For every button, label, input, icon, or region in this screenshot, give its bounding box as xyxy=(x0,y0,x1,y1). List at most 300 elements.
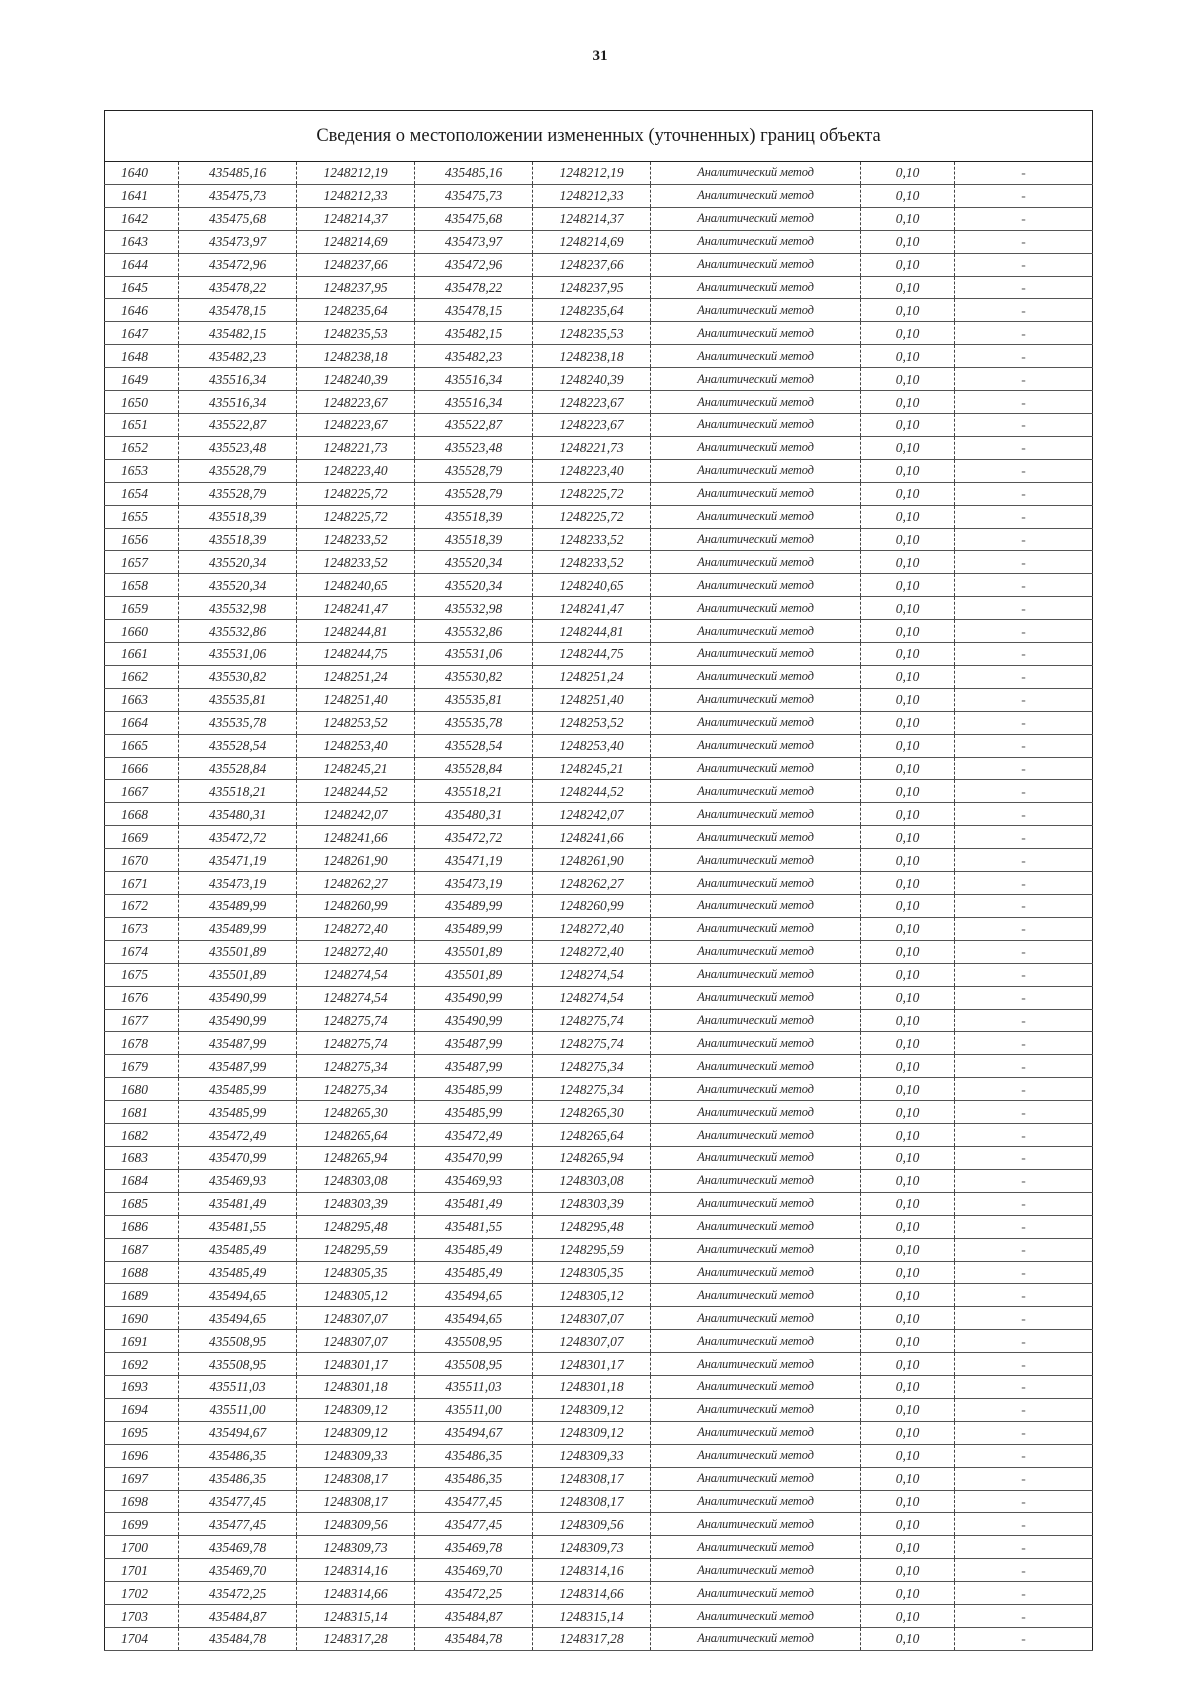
method-cell: Аналитический метод xyxy=(651,162,861,185)
method-cell: Аналитический метод xyxy=(651,963,861,986)
method-cell: Аналитический метод xyxy=(651,1078,861,1101)
method-cell: Аналитический метод xyxy=(651,1582,861,1605)
description-cell: - xyxy=(955,895,1093,918)
table-row xyxy=(105,1353,1093,1376)
description-cell: - xyxy=(955,1353,1093,1376)
description-cell: - xyxy=(955,643,1093,666)
table-row xyxy=(105,688,1093,711)
x-new-cell: 435516,34 xyxy=(415,368,533,391)
x-new-cell: 435532,86 xyxy=(415,620,533,643)
x-old-cell: 435482,15 xyxy=(179,322,297,345)
x-new-cell: 435501,89 xyxy=(415,940,533,963)
method-cell: Аналитический метод xyxy=(651,1238,861,1261)
x-old-cell: 435518,39 xyxy=(179,528,297,551)
description-cell: - xyxy=(955,1467,1093,1490)
table-row xyxy=(105,574,1093,597)
method-cell: Аналитический метод xyxy=(651,207,861,230)
y-old-cell: 1248245,21 xyxy=(297,757,415,780)
x-new-cell: 435472,25 xyxy=(415,1582,533,1605)
description-cell: - xyxy=(955,551,1093,574)
description-cell: - xyxy=(955,459,1093,482)
x-old-cell: 435485,99 xyxy=(179,1078,297,1101)
point-number-cell: 1640 xyxy=(105,162,179,185)
y-new-cell: 1248241,66 xyxy=(533,826,651,849)
table-row xyxy=(105,895,1093,918)
point-number-cell: 1672 xyxy=(105,895,179,918)
x-new-cell: 435478,22 xyxy=(415,276,533,299)
method-cell: Аналитический метод xyxy=(651,826,861,849)
y-old-cell: 1248272,40 xyxy=(297,940,415,963)
x-new-cell: 435531,06 xyxy=(415,643,533,666)
method-cell: Аналитический метод xyxy=(651,757,861,780)
x-new-cell: 435481,55 xyxy=(415,1215,533,1238)
point-number-cell: 1685 xyxy=(105,1192,179,1215)
description-cell: - xyxy=(955,849,1093,872)
table-row xyxy=(105,1513,1093,1536)
x-old-cell: 435528,79 xyxy=(179,482,297,505)
accuracy-cell: 0,10 xyxy=(861,1353,955,1376)
point-number-cell: 1655 xyxy=(105,505,179,528)
x-new-cell: 435485,16 xyxy=(415,162,533,185)
method-cell: Аналитический метод xyxy=(651,184,861,207)
x-new-cell: 435485,99 xyxy=(415,1078,533,1101)
point-number-cell: 1652 xyxy=(105,436,179,459)
accuracy-cell: 0,10 xyxy=(861,1559,955,1582)
table-row xyxy=(105,1376,1093,1399)
point-number-cell: 1641 xyxy=(105,184,179,207)
x-old-cell: 435485,99 xyxy=(179,1101,297,1124)
description-cell: - xyxy=(955,1284,1093,1307)
y-old-cell: 1248241,47 xyxy=(297,597,415,620)
method-cell: Аналитический метод xyxy=(651,803,861,826)
point-number-cell: 1676 xyxy=(105,986,179,1009)
point-number-cell: 1666 xyxy=(105,757,179,780)
table-row xyxy=(105,986,1093,1009)
x-old-cell: 435470,99 xyxy=(179,1146,297,1169)
description-cell: - xyxy=(955,1444,1093,1467)
x-old-cell: 435511,03 xyxy=(179,1376,297,1399)
table-row xyxy=(105,1055,1093,1078)
x-old-cell: 435477,45 xyxy=(179,1490,297,1513)
y-old-cell: 1248309,12 xyxy=(297,1398,415,1421)
table-row xyxy=(105,1490,1093,1513)
x-old-cell: 435484,87 xyxy=(179,1605,297,1628)
x-old-cell: 435535,81 xyxy=(179,688,297,711)
y-old-cell: 1248223,67 xyxy=(297,391,415,414)
method-cell: Аналитический метод xyxy=(651,780,861,803)
table-row xyxy=(105,1032,1093,1055)
table-title: Сведения о местоположении измененных (уточненных) границ объекта xyxy=(105,111,1093,162)
accuracy-cell: 0,10 xyxy=(861,1124,955,1147)
x-old-cell: 435472,72 xyxy=(179,826,297,849)
accuracy-cell: 0,10 xyxy=(861,1536,955,1559)
y-new-cell: 1248240,39 xyxy=(533,368,651,391)
point-number-cell: 1654 xyxy=(105,482,179,505)
x-new-cell: 435484,87 xyxy=(415,1605,533,1628)
point-number-cell: 1693 xyxy=(105,1376,179,1399)
method-cell: Аналитический метод xyxy=(651,734,861,757)
method-cell: Аналитический метод xyxy=(651,345,861,368)
method-cell: Аналитический метод xyxy=(651,1353,861,1376)
point-number-cell: 1665 xyxy=(105,734,179,757)
method-cell: Аналитический метод xyxy=(651,986,861,1009)
accuracy-cell: 0,10 xyxy=(861,1238,955,1261)
x-new-cell: 435473,19 xyxy=(415,872,533,895)
point-number-cell: 1692 xyxy=(105,1353,179,1376)
description-cell: - xyxy=(955,1032,1093,1055)
description-cell: - xyxy=(955,528,1093,551)
description-cell: - xyxy=(955,482,1093,505)
x-old-cell: 435478,15 xyxy=(179,299,297,322)
y-new-cell: 1248274,54 xyxy=(533,986,651,1009)
point-number-cell: 1686 xyxy=(105,1215,179,1238)
table-row xyxy=(105,459,1093,482)
accuracy-cell: 0,10 xyxy=(861,322,955,345)
description-cell: - xyxy=(955,872,1093,895)
accuracy-cell: 0,10 xyxy=(861,917,955,940)
accuracy-cell: 0,10 xyxy=(861,230,955,253)
description-cell: - xyxy=(955,574,1093,597)
x-old-cell: 435523,48 xyxy=(179,436,297,459)
accuracy-cell: 0,10 xyxy=(861,711,955,734)
method-cell: Аналитический метод xyxy=(651,1009,861,1032)
y-old-cell: 1248305,35 xyxy=(297,1261,415,1284)
description-cell: - xyxy=(955,620,1093,643)
table-row xyxy=(105,1215,1093,1238)
method-cell: Аналитический метод xyxy=(651,1628,861,1651)
y-old-cell: 1248301,18 xyxy=(297,1376,415,1399)
description-cell: - xyxy=(955,1307,1093,1330)
y-new-cell: 1248314,16 xyxy=(533,1559,651,1582)
point-number-cell: 1700 xyxy=(105,1536,179,1559)
accuracy-cell: 0,10 xyxy=(861,1605,955,1628)
point-number-cell: 1681 xyxy=(105,1101,179,1124)
y-old-cell: 1248235,53 xyxy=(297,322,415,345)
x-new-cell: 435477,45 xyxy=(415,1513,533,1536)
table-row xyxy=(105,299,1093,322)
y-old-cell: 1248272,40 xyxy=(297,917,415,940)
description-cell: - xyxy=(955,276,1093,299)
accuracy-cell: 0,10 xyxy=(861,1376,955,1399)
y-old-cell: 1248308,17 xyxy=(297,1490,415,1513)
accuracy-cell: 0,10 xyxy=(861,482,955,505)
method-cell: Аналитический метод xyxy=(651,643,861,666)
method-cell: Аналитический метод xyxy=(651,1513,861,1536)
description-cell: - xyxy=(955,597,1093,620)
method-cell: Аналитический метод xyxy=(651,505,861,528)
point-number-cell: 1643 xyxy=(105,230,179,253)
table-row xyxy=(105,1421,1093,1444)
y-old-cell: 1248237,95 xyxy=(297,276,415,299)
method-cell: Аналитический метод xyxy=(651,895,861,918)
y-new-cell: 1248265,64 xyxy=(533,1124,651,1147)
description-cell: - xyxy=(955,963,1093,986)
description-cell: - xyxy=(955,757,1093,780)
x-old-cell: 435489,99 xyxy=(179,895,297,918)
y-new-cell: 1248275,34 xyxy=(533,1055,651,1078)
point-number-cell: 1674 xyxy=(105,940,179,963)
point-number-cell: 1673 xyxy=(105,917,179,940)
y-new-cell: 1248309,12 xyxy=(533,1421,651,1444)
accuracy-cell: 0,10 xyxy=(861,986,955,1009)
x-old-cell: 435472,49 xyxy=(179,1124,297,1147)
x-old-cell: 435484,78 xyxy=(179,1628,297,1651)
point-number-cell: 1694 xyxy=(105,1398,179,1421)
table-row xyxy=(105,1169,1093,1192)
accuracy-cell: 0,10 xyxy=(861,1330,955,1353)
x-new-cell: 435485,99 xyxy=(415,1101,533,1124)
table-body xyxy=(105,162,1093,1651)
y-old-cell: 1248307,07 xyxy=(297,1330,415,1353)
x-new-cell: 435472,96 xyxy=(415,253,533,276)
point-number-cell: 1662 xyxy=(105,665,179,688)
point-number-cell: 1646 xyxy=(105,299,179,322)
x-new-cell: 435475,73 xyxy=(415,184,533,207)
table-row xyxy=(105,528,1093,551)
table-row xyxy=(105,803,1093,826)
description-cell: - xyxy=(955,436,1093,459)
method-cell: Аналитический метод xyxy=(651,436,861,459)
method-cell: Аналитический метод xyxy=(651,574,861,597)
table-row xyxy=(105,184,1093,207)
accuracy-cell: 0,10 xyxy=(861,253,955,276)
accuracy-cell: 0,10 xyxy=(861,757,955,780)
method-cell: Аналитический метод xyxy=(651,368,861,391)
x-new-cell: 435472,49 xyxy=(415,1124,533,1147)
description-cell: - xyxy=(955,505,1093,528)
y-new-cell: 1248301,17 xyxy=(533,1353,651,1376)
x-old-cell: 435520,34 xyxy=(179,551,297,574)
accuracy-cell: 0,10 xyxy=(861,368,955,391)
table-row xyxy=(105,345,1093,368)
table-row xyxy=(105,620,1093,643)
x-old-cell: 435473,97 xyxy=(179,230,297,253)
y-new-cell: 1248225,72 xyxy=(533,482,651,505)
x-new-cell: 435528,54 xyxy=(415,734,533,757)
x-old-cell: 435516,34 xyxy=(179,368,297,391)
y-new-cell: 1248272,40 xyxy=(533,940,651,963)
y-old-cell: 1248309,33 xyxy=(297,1444,415,1467)
point-number-cell: 1683 xyxy=(105,1146,179,1169)
y-new-cell: 1248223,67 xyxy=(533,413,651,436)
table-row xyxy=(105,1628,1093,1651)
y-new-cell: 1248301,18 xyxy=(533,1376,651,1399)
table-row xyxy=(105,1124,1093,1147)
y-old-cell: 1248295,48 xyxy=(297,1215,415,1238)
accuracy-cell: 0,10 xyxy=(861,207,955,230)
method-cell: Аналитический метод xyxy=(651,665,861,688)
accuracy-cell: 0,10 xyxy=(861,1215,955,1238)
y-old-cell: 1248214,37 xyxy=(297,207,415,230)
accuracy-cell: 0,10 xyxy=(861,505,955,528)
boundary-coordinates-table xyxy=(104,110,1093,1651)
y-new-cell: 1248265,30 xyxy=(533,1101,651,1124)
y-old-cell: 1248223,40 xyxy=(297,459,415,482)
method-cell: Аналитический метод xyxy=(651,482,861,505)
x-new-cell: 435481,49 xyxy=(415,1192,533,1215)
x-old-cell: 435494,65 xyxy=(179,1307,297,1330)
table-row xyxy=(105,551,1093,574)
point-number-cell: 1651 xyxy=(105,413,179,436)
y-new-cell: 1248212,19 xyxy=(533,162,651,185)
accuracy-cell: 0,10 xyxy=(861,413,955,436)
method-cell: Аналитический метод xyxy=(651,1124,861,1147)
method-cell: Аналитический метод xyxy=(651,1376,861,1399)
accuracy-cell: 0,10 xyxy=(861,1055,955,1078)
y-old-cell: 1248238,18 xyxy=(297,345,415,368)
x-new-cell: 435475,68 xyxy=(415,207,533,230)
y-new-cell: 1248235,53 xyxy=(533,322,651,345)
method-cell: Аналитический метод xyxy=(651,1055,861,1078)
x-new-cell: 435522,87 xyxy=(415,413,533,436)
x-old-cell: 435522,87 xyxy=(179,413,297,436)
point-number-cell: 1658 xyxy=(105,574,179,597)
y-new-cell: 1248260,99 xyxy=(533,895,651,918)
x-new-cell: 435523,48 xyxy=(415,436,533,459)
accuracy-cell: 0,10 xyxy=(861,803,955,826)
accuracy-cell: 0,10 xyxy=(861,1078,955,1101)
method-cell: Аналитический метод xyxy=(651,1032,861,1055)
x-old-cell: 435511,00 xyxy=(179,1398,297,1421)
x-old-cell: 435486,35 xyxy=(179,1467,297,1490)
y-new-cell: 1248314,66 xyxy=(533,1582,651,1605)
point-number-cell: 1649 xyxy=(105,368,179,391)
y-new-cell: 1248242,07 xyxy=(533,803,651,826)
x-old-cell: 435532,86 xyxy=(179,620,297,643)
table-row xyxy=(105,482,1093,505)
x-new-cell: 435484,78 xyxy=(415,1628,533,1651)
table-row xyxy=(105,505,1093,528)
y-new-cell: 1248253,40 xyxy=(533,734,651,757)
description-cell: - xyxy=(955,1009,1093,1032)
x-old-cell: 435485,16 xyxy=(179,162,297,185)
description-cell: - xyxy=(955,1513,1093,1536)
table-row xyxy=(105,1284,1093,1307)
point-number-cell: 1701 xyxy=(105,1559,179,1582)
y-new-cell: 1248275,34 xyxy=(533,1078,651,1101)
accuracy-cell: 0,10 xyxy=(861,1169,955,1192)
table-row xyxy=(105,643,1093,666)
y-new-cell: 1248317,28 xyxy=(533,1628,651,1651)
point-number-cell: 1682 xyxy=(105,1124,179,1147)
point-number-cell: 1669 xyxy=(105,826,179,849)
y-new-cell: 1248225,72 xyxy=(533,505,651,528)
method-cell: Аналитический метод xyxy=(651,1605,861,1628)
table-row xyxy=(105,917,1093,940)
x-new-cell: 435489,99 xyxy=(415,895,533,918)
point-number-cell: 1661 xyxy=(105,643,179,666)
y-new-cell: 1248212,33 xyxy=(533,184,651,207)
x-new-cell: 435473,97 xyxy=(415,230,533,253)
page-number: 31 xyxy=(592,48,608,64)
x-new-cell: 435530,82 xyxy=(415,665,533,688)
accuracy-cell: 0,10 xyxy=(861,459,955,482)
point-number-cell: 1671 xyxy=(105,872,179,895)
description-cell: - xyxy=(955,391,1093,414)
point-number-cell: 1659 xyxy=(105,597,179,620)
x-old-cell: 435469,78 xyxy=(179,1536,297,1559)
accuracy-cell: 0,10 xyxy=(861,1101,955,1124)
point-number-cell: 1656 xyxy=(105,528,179,551)
y-new-cell: 1248275,74 xyxy=(533,1009,651,1032)
method-cell: Аналитический метод xyxy=(651,1261,861,1284)
y-new-cell: 1248244,81 xyxy=(533,620,651,643)
y-old-cell: 1248225,72 xyxy=(297,482,415,505)
description-cell: - xyxy=(955,826,1093,849)
method-cell: Аналитический метод xyxy=(651,253,861,276)
x-old-cell: 435516,34 xyxy=(179,391,297,414)
x-old-cell: 435494,65 xyxy=(179,1284,297,1307)
method-cell: Аналитический метод xyxy=(651,872,861,895)
table-row xyxy=(105,1261,1093,1284)
x-old-cell: 435487,99 xyxy=(179,1032,297,1055)
y-new-cell: 1248237,95 xyxy=(533,276,651,299)
x-old-cell: 435485,49 xyxy=(179,1238,297,1261)
y-old-cell: 1248262,27 xyxy=(297,872,415,895)
table-row xyxy=(105,1467,1093,1490)
table-row xyxy=(105,1444,1093,1467)
x-old-cell: 435469,70 xyxy=(179,1559,297,1582)
y-old-cell: 1248317,28 xyxy=(297,1628,415,1651)
y-old-cell: 1248212,33 xyxy=(297,184,415,207)
y-new-cell: 1248262,27 xyxy=(533,872,651,895)
x-new-cell: 435486,35 xyxy=(415,1467,533,1490)
x-old-cell: 435473,19 xyxy=(179,872,297,895)
method-cell: Аналитический метод xyxy=(651,1559,861,1582)
accuracy-cell: 0,10 xyxy=(861,391,955,414)
x-new-cell: 435486,35 xyxy=(415,1444,533,1467)
y-old-cell: 1248241,66 xyxy=(297,826,415,849)
table-row xyxy=(105,207,1093,230)
table-row xyxy=(105,1009,1093,1032)
y-old-cell: 1248307,07 xyxy=(297,1307,415,1330)
method-cell: Аналитический метод xyxy=(651,597,861,620)
y-new-cell: 1248295,48 xyxy=(533,1215,651,1238)
y-old-cell: 1248305,12 xyxy=(297,1284,415,1307)
point-number-cell: 1699 xyxy=(105,1513,179,1536)
y-new-cell: 1248214,69 xyxy=(533,230,651,253)
x-new-cell: 435487,99 xyxy=(415,1032,533,1055)
description-cell: - xyxy=(955,1078,1093,1101)
accuracy-cell: 0,10 xyxy=(861,1582,955,1605)
description-cell: - xyxy=(955,917,1093,940)
method-cell: Аналитический метод xyxy=(651,1536,861,1559)
x-new-cell: 435528,79 xyxy=(415,459,533,482)
point-number-cell: 1675 xyxy=(105,963,179,986)
x-old-cell: 435472,25 xyxy=(179,1582,297,1605)
point-number-cell: 1691 xyxy=(105,1330,179,1353)
x-new-cell: 435520,34 xyxy=(415,574,533,597)
accuracy-cell: 0,10 xyxy=(861,963,955,986)
accuracy-cell: 0,10 xyxy=(861,551,955,574)
x-old-cell: 435518,21 xyxy=(179,780,297,803)
y-new-cell: 1248233,52 xyxy=(533,528,651,551)
table-row xyxy=(105,872,1093,895)
accuracy-cell: 0,10 xyxy=(861,436,955,459)
y-old-cell: 1248237,66 xyxy=(297,253,415,276)
point-number-cell: 1697 xyxy=(105,1467,179,1490)
y-old-cell: 1248275,74 xyxy=(297,1032,415,1055)
description-cell: - xyxy=(955,711,1093,734)
accuracy-cell: 0,10 xyxy=(861,895,955,918)
y-new-cell: 1248303,08 xyxy=(533,1169,651,1192)
y-old-cell: 1248244,81 xyxy=(297,620,415,643)
method-cell: Аналитический метод xyxy=(651,620,861,643)
x-new-cell: 435469,93 xyxy=(415,1169,533,1192)
y-new-cell: 1248253,52 xyxy=(533,711,651,734)
y-new-cell: 1248221,73 xyxy=(533,436,651,459)
method-cell: Аналитический метод xyxy=(651,1444,861,1467)
